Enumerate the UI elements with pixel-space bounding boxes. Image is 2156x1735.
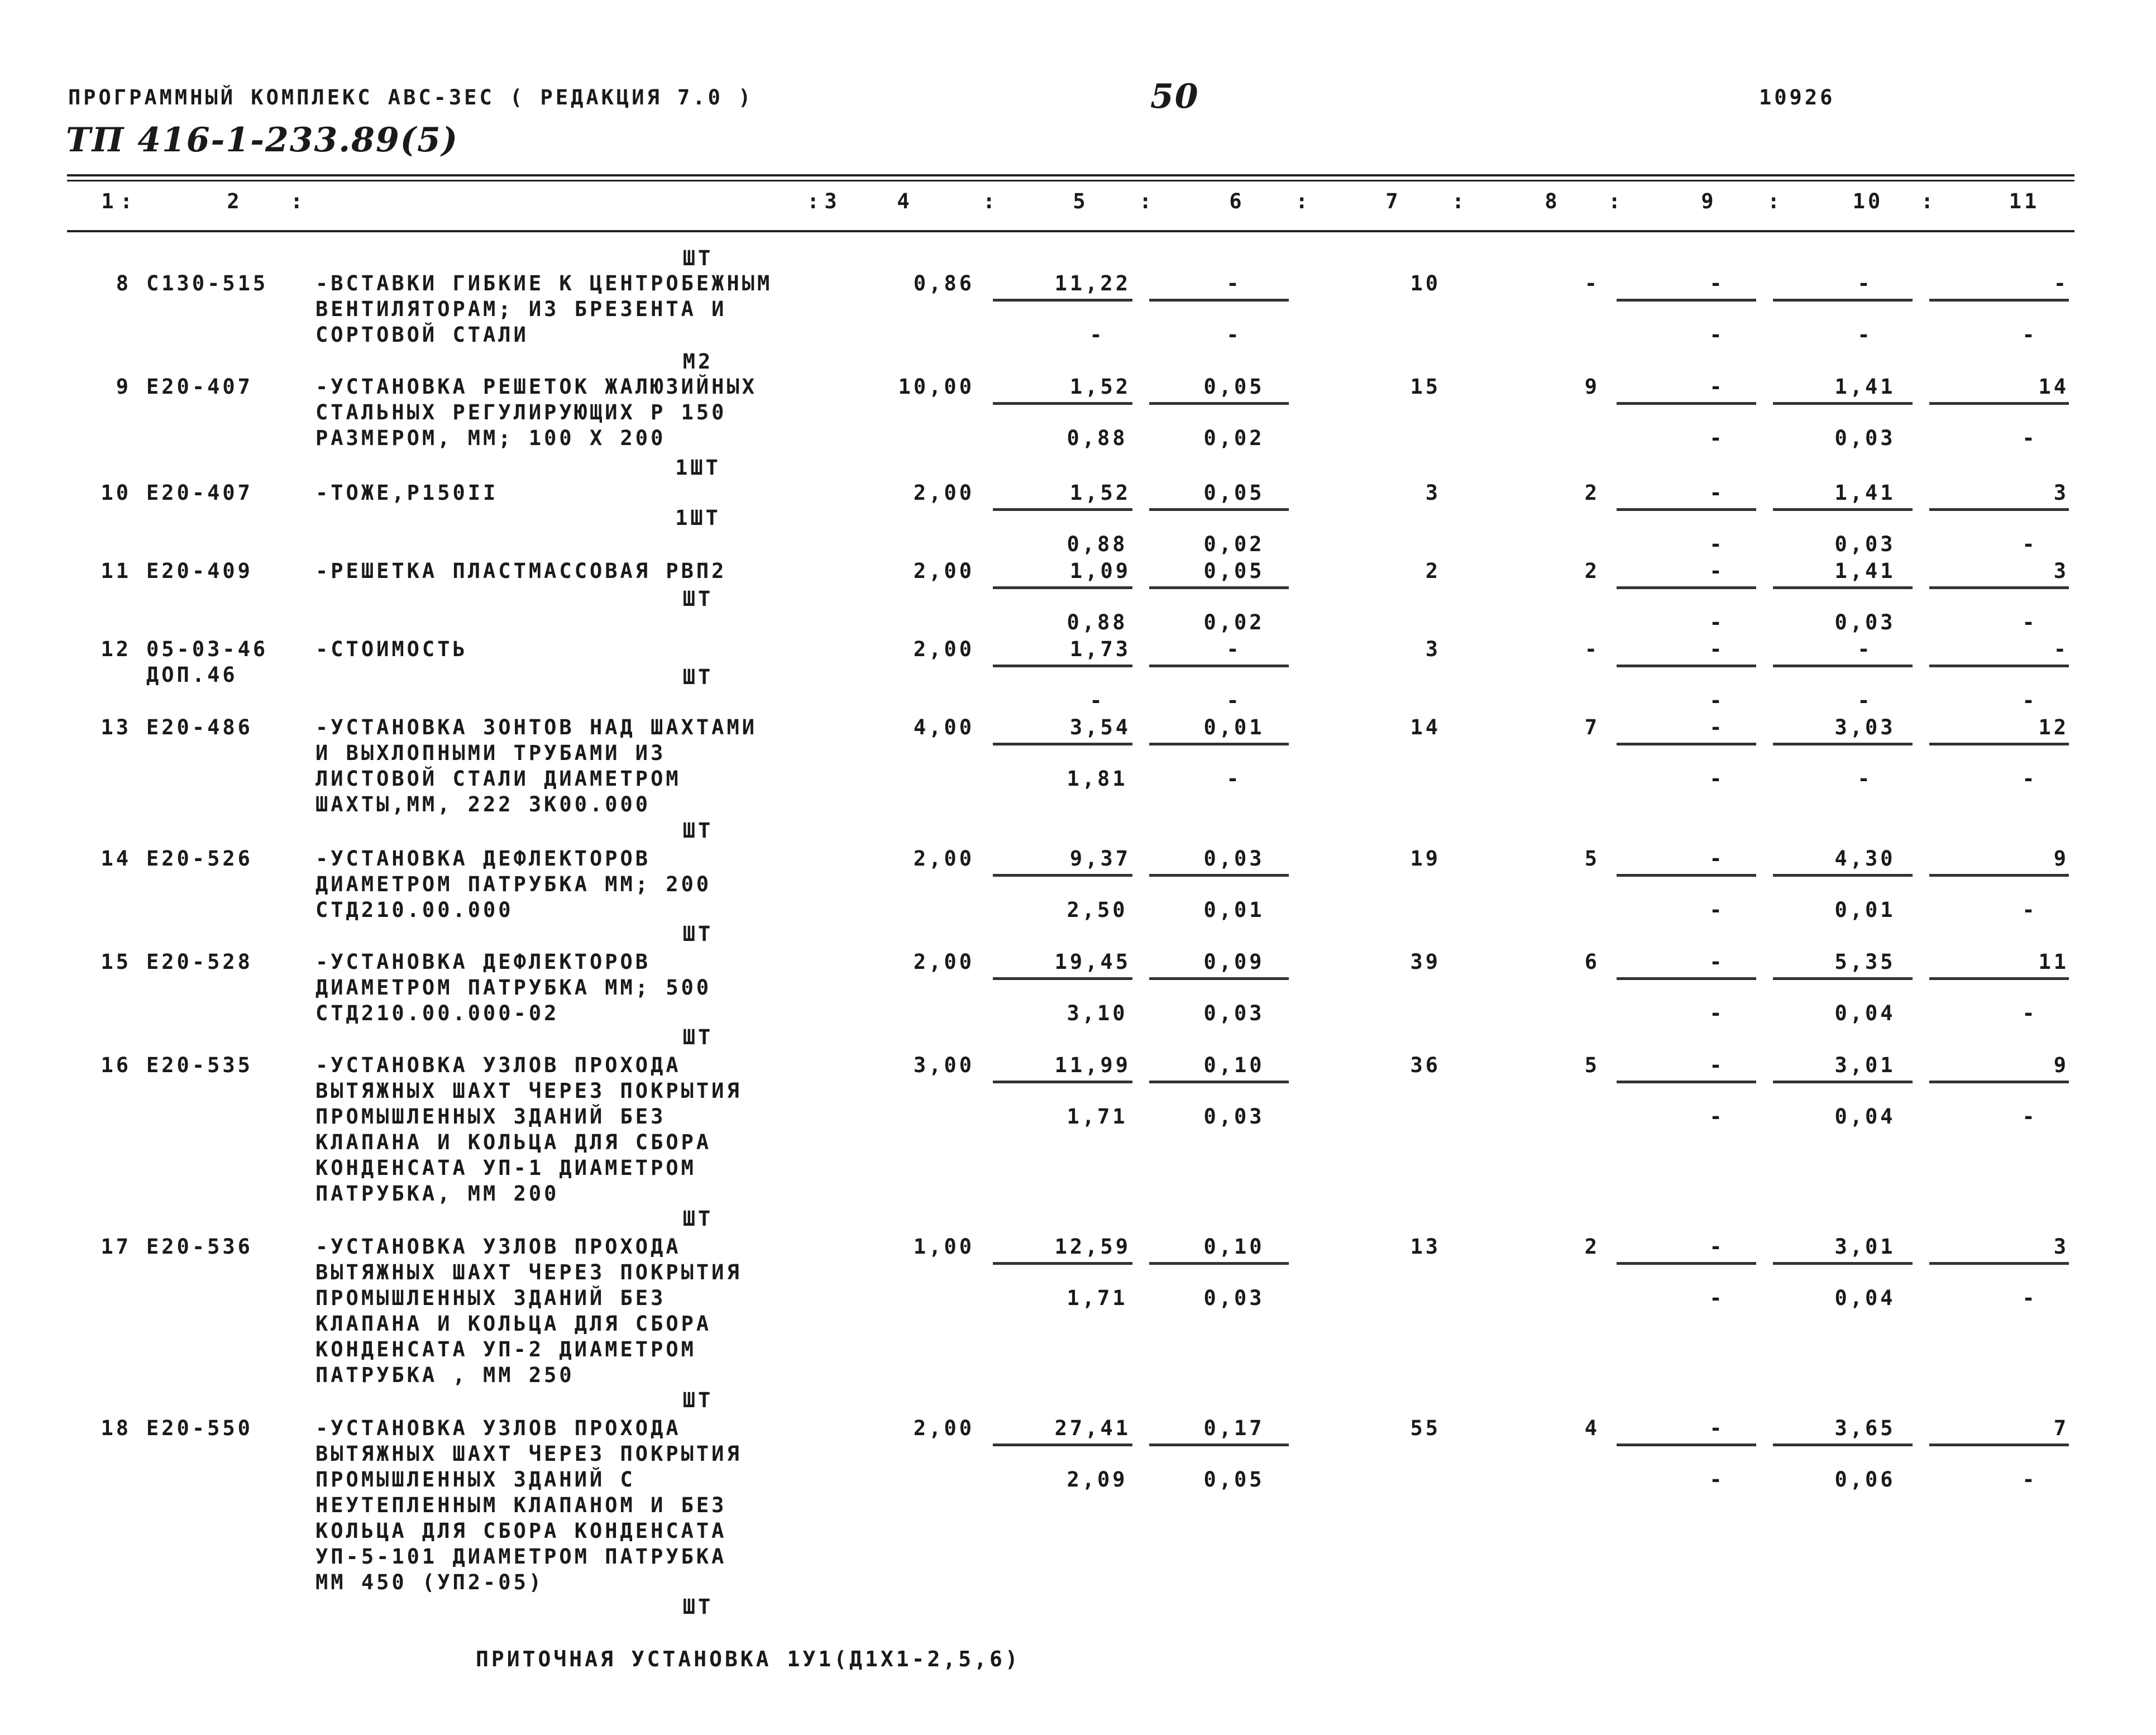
column-header-separator: : — [290, 189, 306, 213]
cell-col10-secondary: 0,03 — [1834, 426, 1896, 450]
underline-col5 — [993, 1444, 1132, 1446]
footer-unit: ШТ — [682, 1595, 714, 1619]
cell-col7: 3 — [1425, 637, 1441, 661]
underline-col11 — [1929, 508, 2069, 511]
underline-col9 — [1617, 402, 1756, 405]
cell-col7: 13 — [1410, 1235, 1441, 1259]
cell-col9: - — [1709, 375, 1725, 399]
cell-col8: - — [1584, 637, 1600, 661]
row-description-line: -УСТАНОВКА ДЕФЛЕКТОРОВ — [315, 950, 651, 974]
underline-col6 — [1149, 1262, 1289, 1265]
row-description-line: КОЛЬЦА ДЛЯ СБОРА КОНДЕНСАТА — [315, 1519, 727, 1543]
cell-col9-secondary: - — [1709, 898, 1725, 922]
cell-col10-secondary: 0,01 — [1834, 898, 1896, 922]
cell-col10-secondary: 0,06 — [1834, 1468, 1896, 1492]
row-description-line: ВЫТЯЖНЫХ ШАХТ ЧЕРЕЗ ПОКРЫТИЯ — [315, 1442, 742, 1466]
column-header-label: 3 — [824, 189, 840, 213]
cell-col5-secondary: 1,81 — [1067, 767, 1128, 791]
cell-col7: 3 — [1425, 481, 1441, 505]
column-header-separator: : — [1295, 189, 1311, 213]
cell-col11: 11 — [2038, 950, 2069, 974]
cell-col5: 3,54 — [1069, 715, 1131, 739]
unit-label: ШТ — [682, 1388, 714, 1412]
cell-col9-secondary: - — [1709, 1468, 1725, 1492]
row-description-line: СОРТОВОЙ СТАЛИ — [315, 323, 529, 347]
cell-col5: 1,52 — [1069, 481, 1131, 505]
cell-col11-secondary: - — [2022, 1286, 2038, 1310]
underline-col6 — [1149, 508, 1289, 511]
cell-col8: 2 — [1584, 1235, 1600, 1259]
unit-label: ШТ — [682, 819, 714, 843]
underline-col9 — [1617, 977, 1756, 980]
underline-col10 — [1773, 1262, 1913, 1265]
cell-col11-secondary: - — [2022, 532, 2038, 556]
row-code: Е20-526 — [146, 847, 253, 871]
cell-col9: - — [1709, 1053, 1725, 1077]
cell-col7: 10 — [1410, 271, 1441, 295]
row-number: 17 — [101, 1235, 131, 1259]
cell-col5: 11,22 — [1054, 271, 1131, 295]
cell-col10: 1,41 — [1834, 375, 1896, 399]
row-code: Е20-528 — [146, 950, 253, 974]
underline-col6 — [1149, 299, 1289, 302]
cell-col4: 0,86 — [913, 271, 974, 295]
cell-col8: - — [1584, 271, 1600, 295]
cell-col9: - — [1709, 847, 1725, 871]
row-description-line: НЕУТЕПЛЕННЫМ КЛАПАНОМ И БЕЗ — [315, 1493, 727, 1517]
cell-col9: - — [1709, 1235, 1725, 1259]
cell-col8: 2 — [1584, 481, 1600, 505]
cell-col8: 9 — [1584, 375, 1600, 399]
unit-label: ШТ — [682, 922, 714, 946]
row-description-line: ДИАМЕТРОМ ПАТРУБКА ММ; 500 — [315, 976, 712, 1000]
row-description-line: ПРОМЫШЛЕННЫХ ЗДАНИЙ БЕЗ — [315, 1105, 666, 1129]
cell-col6: - — [1226, 271, 1242, 295]
cell-col6-secondary: 0,03 — [1203, 1286, 1265, 1310]
cell-col11: 7 — [2053, 1416, 2069, 1440]
program-header: ПРОГРАММНЫЙ КОМПЛЕКС АВС-3ЕС ( РЕДАКЦИЯ 7.0 ) — [68, 85, 754, 109]
cell-col5-secondary: 1,71 — [1067, 1286, 1128, 1310]
cell-col8: 7 — [1584, 715, 1600, 739]
row-description-line: СТД210.00.000 — [315, 898, 514, 922]
cell-col8: 6 — [1584, 950, 1600, 974]
cell-col4: 2,00 — [913, 950, 974, 974]
cell-col10-secondary: - — [1857, 767, 1873, 791]
underline-col5 — [993, 665, 1132, 667]
cell-col6-secondary: - — [1226, 767, 1242, 791]
row-description-line: КОНДЕНСАТА УП-1 ДИАМЕТРОМ — [315, 1156, 696, 1180]
cell-col5: 11,99 — [1054, 1053, 1131, 1077]
cell-col11: 9 — [2053, 847, 2069, 871]
underline-col9 — [1617, 508, 1756, 511]
row-description-line: ПАТРУБКА, ММ 200 — [315, 1182, 560, 1206]
column-header-separator: : — [120, 189, 136, 213]
cell-col4: 2,00 — [913, 637, 974, 661]
row-description-line: -СТОИМОСТЬ — [315, 637, 468, 661]
underline-col11 — [1929, 874, 2069, 877]
cell-col10-secondary: 0,03 — [1834, 610, 1896, 634]
unit-label: ШТ — [682, 665, 714, 689]
underline-col9 — [1617, 874, 1756, 877]
row-description-line: ПРОМЫШЛЕННЫХ ЗДАНИЙ БЕЗ — [315, 1286, 666, 1310]
row-description-line: И ВЫХЛОПНЫМИ ТРУБАМИ ИЗ — [315, 741, 666, 765]
cell-col9: - — [1709, 481, 1725, 505]
cell-col6: 0,05 — [1203, 375, 1265, 399]
cell-col11: 12 — [2038, 715, 2069, 739]
cell-col6: 0,01 — [1203, 715, 1265, 739]
cell-col5-secondary: 2,09 — [1067, 1468, 1128, 1492]
underline-col5 — [993, 586, 1132, 589]
underline-col5 — [993, 508, 1132, 511]
column-header-label: 5 — [1073, 189, 1088, 213]
cell-col7: 2 — [1425, 559, 1441, 583]
underline-col6 — [1149, 977, 1289, 980]
underline-col5 — [993, 1262, 1132, 1265]
underline-col11 — [1929, 665, 2069, 667]
row-description-line: ВЫТЯЖНЫХ ШАХТ ЧЕРЕЗ ПОКРЫТИЯ — [315, 1079, 742, 1103]
row-code: Е20-409 — [146, 559, 253, 583]
cell-col6-secondary: 0,03 — [1203, 1105, 1265, 1129]
underline-col10 — [1773, 299, 1913, 302]
row-description-line: -УСТАНОВКА УЗЛОВ ПРОХОДА — [315, 1053, 681, 1077]
column-header-label: 7 — [1385, 189, 1401, 213]
column-header-label: 10 — [1852, 189, 1883, 213]
column-header-separator: : — [1452, 189, 1467, 213]
cell-col5: 1,73 — [1069, 637, 1131, 661]
cell-col9: - — [1709, 1416, 1725, 1440]
cell-col9-secondary: - — [1709, 323, 1725, 347]
row-number: 9 — [116, 375, 131, 399]
cell-col9-secondary: - — [1709, 1286, 1725, 1310]
cell-col8: 5 — [1584, 1053, 1600, 1077]
row-number: 14 — [101, 847, 131, 871]
cell-col7: 55 — [1410, 1416, 1441, 1440]
cell-col10: - — [1857, 271, 1873, 295]
row-description-line: СТД210.00.000-02 — [315, 1001, 560, 1025]
underline-col10 — [1773, 1444, 1913, 1446]
doc-number: 10926 — [1759, 85, 1835, 109]
row-code: Е20-407 — [146, 481, 253, 505]
column-header-label: 2 — [227, 189, 242, 213]
column-header-separator: : — [807, 189, 823, 213]
row-description-line: -ВСТАВКИ ГИБКИЕ К ЦЕНТРОБЕЖНЫМ — [315, 271, 773, 295]
column-header-separator: : — [983, 189, 998, 213]
underline-col5 — [993, 743, 1132, 745]
cell-col5-secondary: 0,88 — [1067, 426, 1128, 450]
unit-label: М2 — [682, 350, 714, 374]
cell-col11: 14 — [2038, 375, 2069, 399]
cell-col9-secondary: - — [1709, 610, 1725, 634]
column-header-label: 6 — [1229, 189, 1245, 213]
column-header-separator: : — [1139, 189, 1155, 213]
row-description-line: ВЕНТИЛЯТОРАМ; ИЗ БРЕЗЕНТА И — [315, 297, 727, 321]
underline-col10 — [1773, 508, 1913, 511]
underline-col10 — [1773, 977, 1913, 980]
unit-label: 1ШТ — [675, 456, 721, 480]
underline-col10 — [1773, 402, 1913, 405]
cell-col11-secondary: - — [2022, 689, 2038, 713]
cell-col11: 3 — [2053, 559, 2069, 583]
underline-col6 — [1149, 743, 1289, 745]
cell-col6-secondary: 0,03 — [1203, 1001, 1265, 1025]
cell-col6-secondary: - — [1226, 689, 1242, 713]
row-description-line: ШАХТЫ,ММ, 222 3К00.000 — [315, 792, 651, 816]
row-code: Е20-407 — [146, 375, 253, 399]
underline-col5 — [993, 1081, 1132, 1083]
cell-col5: 19,45 — [1054, 950, 1131, 974]
column-header-separator: : — [1921, 189, 1937, 213]
cell-col10: 1,41 — [1834, 559, 1896, 583]
row-description-line: -УСТАНОВКА УЗЛОВ ПРОХОДА — [315, 1235, 681, 1259]
cell-col11: - — [2053, 271, 2069, 295]
cell-col11-secondary: - — [2022, 767, 2038, 791]
cell-col11-secondary: - — [2022, 898, 2038, 922]
column-header-label: 11 — [2009, 189, 2040, 213]
underline-col11 — [1929, 977, 2069, 980]
cell-col9: - — [1709, 715, 1725, 739]
row-number: 11 — [101, 559, 131, 583]
cell-col11: - — [2053, 637, 2069, 661]
row-description-line: ДИАМЕТРОМ ПАТРУБКА ММ; 200 — [315, 872, 712, 896]
underline-col11 — [1929, 586, 2069, 589]
cell-col4: 3,00 — [913, 1053, 974, 1077]
row-number: 13 — [101, 715, 131, 739]
cell-col11: 3 — [2053, 481, 2069, 505]
cell-col5: 1,52 — [1069, 375, 1131, 399]
cell-col10-secondary: 0,03 — [1834, 532, 1896, 556]
cell-col6-secondary: - — [1226, 323, 1242, 347]
cell-col11: 3 — [2053, 1235, 2069, 1259]
underline-col6 — [1149, 874, 1289, 877]
cell-col9-secondary: - — [1709, 532, 1725, 556]
cell-col10: 3,01 — [1834, 1053, 1896, 1077]
cell-col10: 3,01 — [1834, 1235, 1896, 1259]
underline-col10 — [1773, 1081, 1913, 1083]
cell-col10-secondary: - — [1857, 689, 1873, 713]
underline-col9 — [1617, 586, 1756, 589]
cell-col6-secondary: 0,01 — [1203, 898, 1265, 922]
underline-col9 — [1617, 1262, 1756, 1265]
cell-col5: 1,09 — [1069, 559, 1131, 583]
underline-col5 — [993, 299, 1132, 302]
cell-col9-secondary: - — [1709, 1001, 1725, 1025]
cell-col9: - — [1709, 559, 1725, 583]
cell-col10: 3,65 — [1834, 1416, 1896, 1440]
row-number: 16 — [101, 1053, 131, 1077]
cell-col6: 0,10 — [1203, 1053, 1265, 1077]
underline-col5 — [993, 874, 1132, 877]
underline-col10 — [1773, 743, 1913, 745]
unit-label: ШТ — [682, 1207, 714, 1231]
row-description-line: КЛАПАНА И КОЛЬЦА ДЛЯ СБОРА — [315, 1130, 712, 1154]
underline-col6 — [1149, 1444, 1289, 1446]
unit-label: ШТ — [682, 246, 714, 270]
row-description-line: КЛАПАНА И КОЛЬЦА ДЛЯ СБОРА — [315, 1312, 712, 1336]
cell-col5-secondary: 0,88 — [1067, 532, 1128, 556]
row-number: 12 — [101, 637, 131, 661]
page-number: 50 — [1150, 77, 1199, 116]
underline-col11 — [1929, 1081, 2069, 1083]
underline-col9 — [1617, 299, 1756, 302]
row-number: 10 — [101, 481, 131, 505]
row-description-line: -УСТАНОВКА РЕШЕТОК ЖАЛЮЗИЙНЫХ — [315, 375, 758, 399]
cell-col11-secondary: - — [2022, 426, 2038, 450]
cell-col8: 2 — [1584, 559, 1600, 583]
cell-col6-secondary: 0,05 — [1203, 1468, 1265, 1492]
underline-col11 — [1929, 743, 2069, 745]
cell-col7: 15 — [1410, 375, 1441, 399]
row-description-line: -УСТАНОВКА УЗЛОВ ПРОХОДА — [315, 1416, 681, 1440]
underline-col10 — [1773, 874, 1913, 877]
cell-col9-secondary: - — [1709, 1105, 1725, 1129]
row-code: 05-03-46 — [146, 637, 269, 661]
cell-col10-secondary: 0,04 — [1834, 1001, 1896, 1025]
cell-col10: 4,30 — [1834, 847, 1896, 871]
cell-col11-secondary: - — [2022, 1001, 2038, 1025]
cell-col10: 1,41 — [1834, 481, 1896, 505]
cell-col11-secondary: - — [2022, 1468, 2038, 1492]
cell-col10-secondary: 0,04 — [1834, 1105, 1896, 1129]
cell-col6-secondary: 0,02 — [1203, 426, 1265, 450]
cell-col6: - — [1226, 637, 1242, 661]
underline-col6 — [1149, 665, 1289, 667]
underline-col5 — [993, 977, 1132, 980]
unit-label: ШТ — [682, 1025, 714, 1049]
row-code: Е20-535 — [146, 1053, 253, 1077]
underline-col9 — [1617, 665, 1756, 667]
cell-col6: 0,09 — [1203, 950, 1265, 974]
row-description-line: ВЫТЯЖНЫХ ШАХТ ЧЕРЕЗ ПОКРЫТИЯ — [315, 1260, 742, 1284]
underline-col11 — [1929, 299, 2069, 302]
row-description-line: ЛИСТОВОЙ СТАЛИ ДИАМЕТРОМ — [315, 767, 681, 791]
row-description-line: ММ 450 (УП2-05) — [315, 1570, 544, 1594]
cell-col5: 9,37 — [1069, 847, 1131, 871]
cell-col4: 4,00 — [913, 715, 974, 739]
cell-col6: 0,05 — [1203, 481, 1265, 505]
cell-col10-secondary: - — [1857, 323, 1873, 347]
cell-col6-secondary: 0,02 — [1203, 610, 1265, 634]
cell-col9-secondary: - — [1709, 689, 1725, 713]
cell-col7: 14 — [1410, 715, 1441, 739]
cell-col4: 1,00 — [913, 1235, 974, 1259]
cell-col4: 2,00 — [913, 1416, 974, 1440]
cell-col5-secondary: 1,71 — [1067, 1105, 1128, 1129]
cell-col8: 5 — [1584, 847, 1600, 871]
row-code: Е20-550 — [146, 1416, 253, 1440]
project-code: ТП 416-1-233.89(5) — [66, 121, 459, 160]
cell-col5: 12,59 — [1054, 1235, 1131, 1259]
cell-col9: - — [1709, 271, 1725, 295]
row-description-line: УП-5-101 ДИАМЕТРОМ ПАТРУБКА — [315, 1545, 727, 1569]
row-description-line: -УСТАНОВКА ЗОНТОВ НАД ШАХТАМИ — [315, 715, 758, 739]
cell-col9: - — [1709, 950, 1725, 974]
row-number: 8 — [116, 271, 131, 295]
underline-col9 — [1617, 1444, 1756, 1446]
cell-col6: 0,17 — [1203, 1416, 1265, 1440]
unit-label: 1ШТ — [675, 506, 721, 530]
row-description-line: -РЕШЕТКА ПЛАСТМАССОВАЯ РВП2 — [315, 559, 727, 583]
cell-col4: 2,00 — [913, 847, 974, 871]
column-header-label: 9 — [1701, 189, 1717, 213]
underline-col6 — [1149, 586, 1289, 589]
cell-col11-secondary: - — [2022, 610, 2038, 634]
row-description-line: ПАТРУБКА , ММ 250 — [315, 1363, 575, 1387]
row-description-line: КОНДЕНСАТА УП-2 ДИАМЕТРОМ — [315, 1337, 696, 1361]
cell-col9-secondary: - — [1709, 767, 1725, 791]
cell-col5: 27,41 — [1054, 1416, 1131, 1440]
section-title: ПРИТОЧНАЯ УСТАНОВКА 1У1(Д1Х1-2,5,6) — [476, 1647, 1021, 1671]
cell-col10: 3,03 — [1834, 715, 1896, 739]
cell-col9-secondary: - — [1709, 426, 1725, 450]
cell-col5-secondary: 3,10 — [1067, 1001, 1128, 1025]
unit-label: ШТ — [682, 587, 714, 611]
cell-col10: - — [1857, 637, 1873, 661]
cell-col4: 2,00 — [913, 481, 974, 505]
underline-col11 — [1929, 402, 2069, 405]
row-description-line: -УСТАНОВКА ДЕФЛЕКТОРОВ — [315, 847, 651, 871]
cell-col11-secondary: - — [2022, 323, 2038, 347]
underline-col6 — [1149, 402, 1289, 405]
underline-col9 — [1617, 743, 1756, 745]
underline-col5 — [993, 402, 1132, 405]
cell-col8: 4 — [1584, 1416, 1600, 1440]
cell-col9: - — [1709, 637, 1725, 661]
row-description-line: ПРОМЫШЛЕННЫХ ЗДАНИЙ С — [315, 1468, 635, 1492]
cell-col7: 36 — [1410, 1053, 1441, 1077]
cell-col5-secondary: - — [1089, 689, 1105, 713]
cell-col7: 19 — [1410, 847, 1441, 871]
cell-col11: 9 — [2053, 1053, 2069, 1077]
underline-col11 — [1929, 1262, 2069, 1265]
row-number: 15 — [101, 950, 131, 974]
cell-col6: 0,03 — [1203, 847, 1265, 871]
row-number: 18 — [101, 1416, 131, 1440]
column-header-label: 8 — [1545, 189, 1560, 213]
row-description-line: СТАЛЬНЫХ РЕГУЛИРУЮЩИХ Р 150 — [315, 400, 727, 424]
cell-col10: 5,35 — [1834, 950, 1896, 974]
row-description-line: -ТОЖЕ,Р150II — [315, 481, 499, 505]
row-code-suffix: ДОП.46 — [146, 663, 238, 687]
underline-col10 — [1773, 586, 1913, 589]
underline-col10 — [1773, 665, 1913, 667]
cell-col6: 0,05 — [1203, 559, 1265, 583]
cell-col6: 0,10 — [1203, 1235, 1265, 1259]
cell-col6-secondary: 0,02 — [1203, 532, 1265, 556]
row-code: С130-515 — [146, 271, 269, 295]
underline-col11 — [1929, 1444, 2069, 1446]
cell-col10-secondary: 0,04 — [1834, 1286, 1896, 1310]
column-header-separator: : — [1608, 189, 1624, 213]
underline-col6 — [1149, 1081, 1289, 1083]
cell-col4: 10,00 — [898, 375, 974, 399]
underline-col9 — [1617, 1081, 1756, 1083]
column-header-label: 4 — [897, 189, 912, 213]
cell-col11-secondary: - — [2022, 1105, 2038, 1129]
row-code: Е20-486 — [146, 715, 253, 739]
row-code: Е20-536 — [146, 1235, 253, 1259]
column-header-separator: : — [1767, 189, 1783, 213]
cell-col7: 39 — [1410, 950, 1441, 974]
cell-col4: 2,00 — [913, 559, 974, 583]
cell-col5-secondary: - — [1089, 323, 1105, 347]
row-description-line: РАЗМЕРОМ, ММ; 100 Х 200 — [315, 426, 666, 450]
column-header-label: 1 — [101, 189, 117, 213]
cell-col5-secondary: 2,50 — [1067, 898, 1128, 922]
cell-col5-secondary: 0,88 — [1067, 610, 1128, 634]
